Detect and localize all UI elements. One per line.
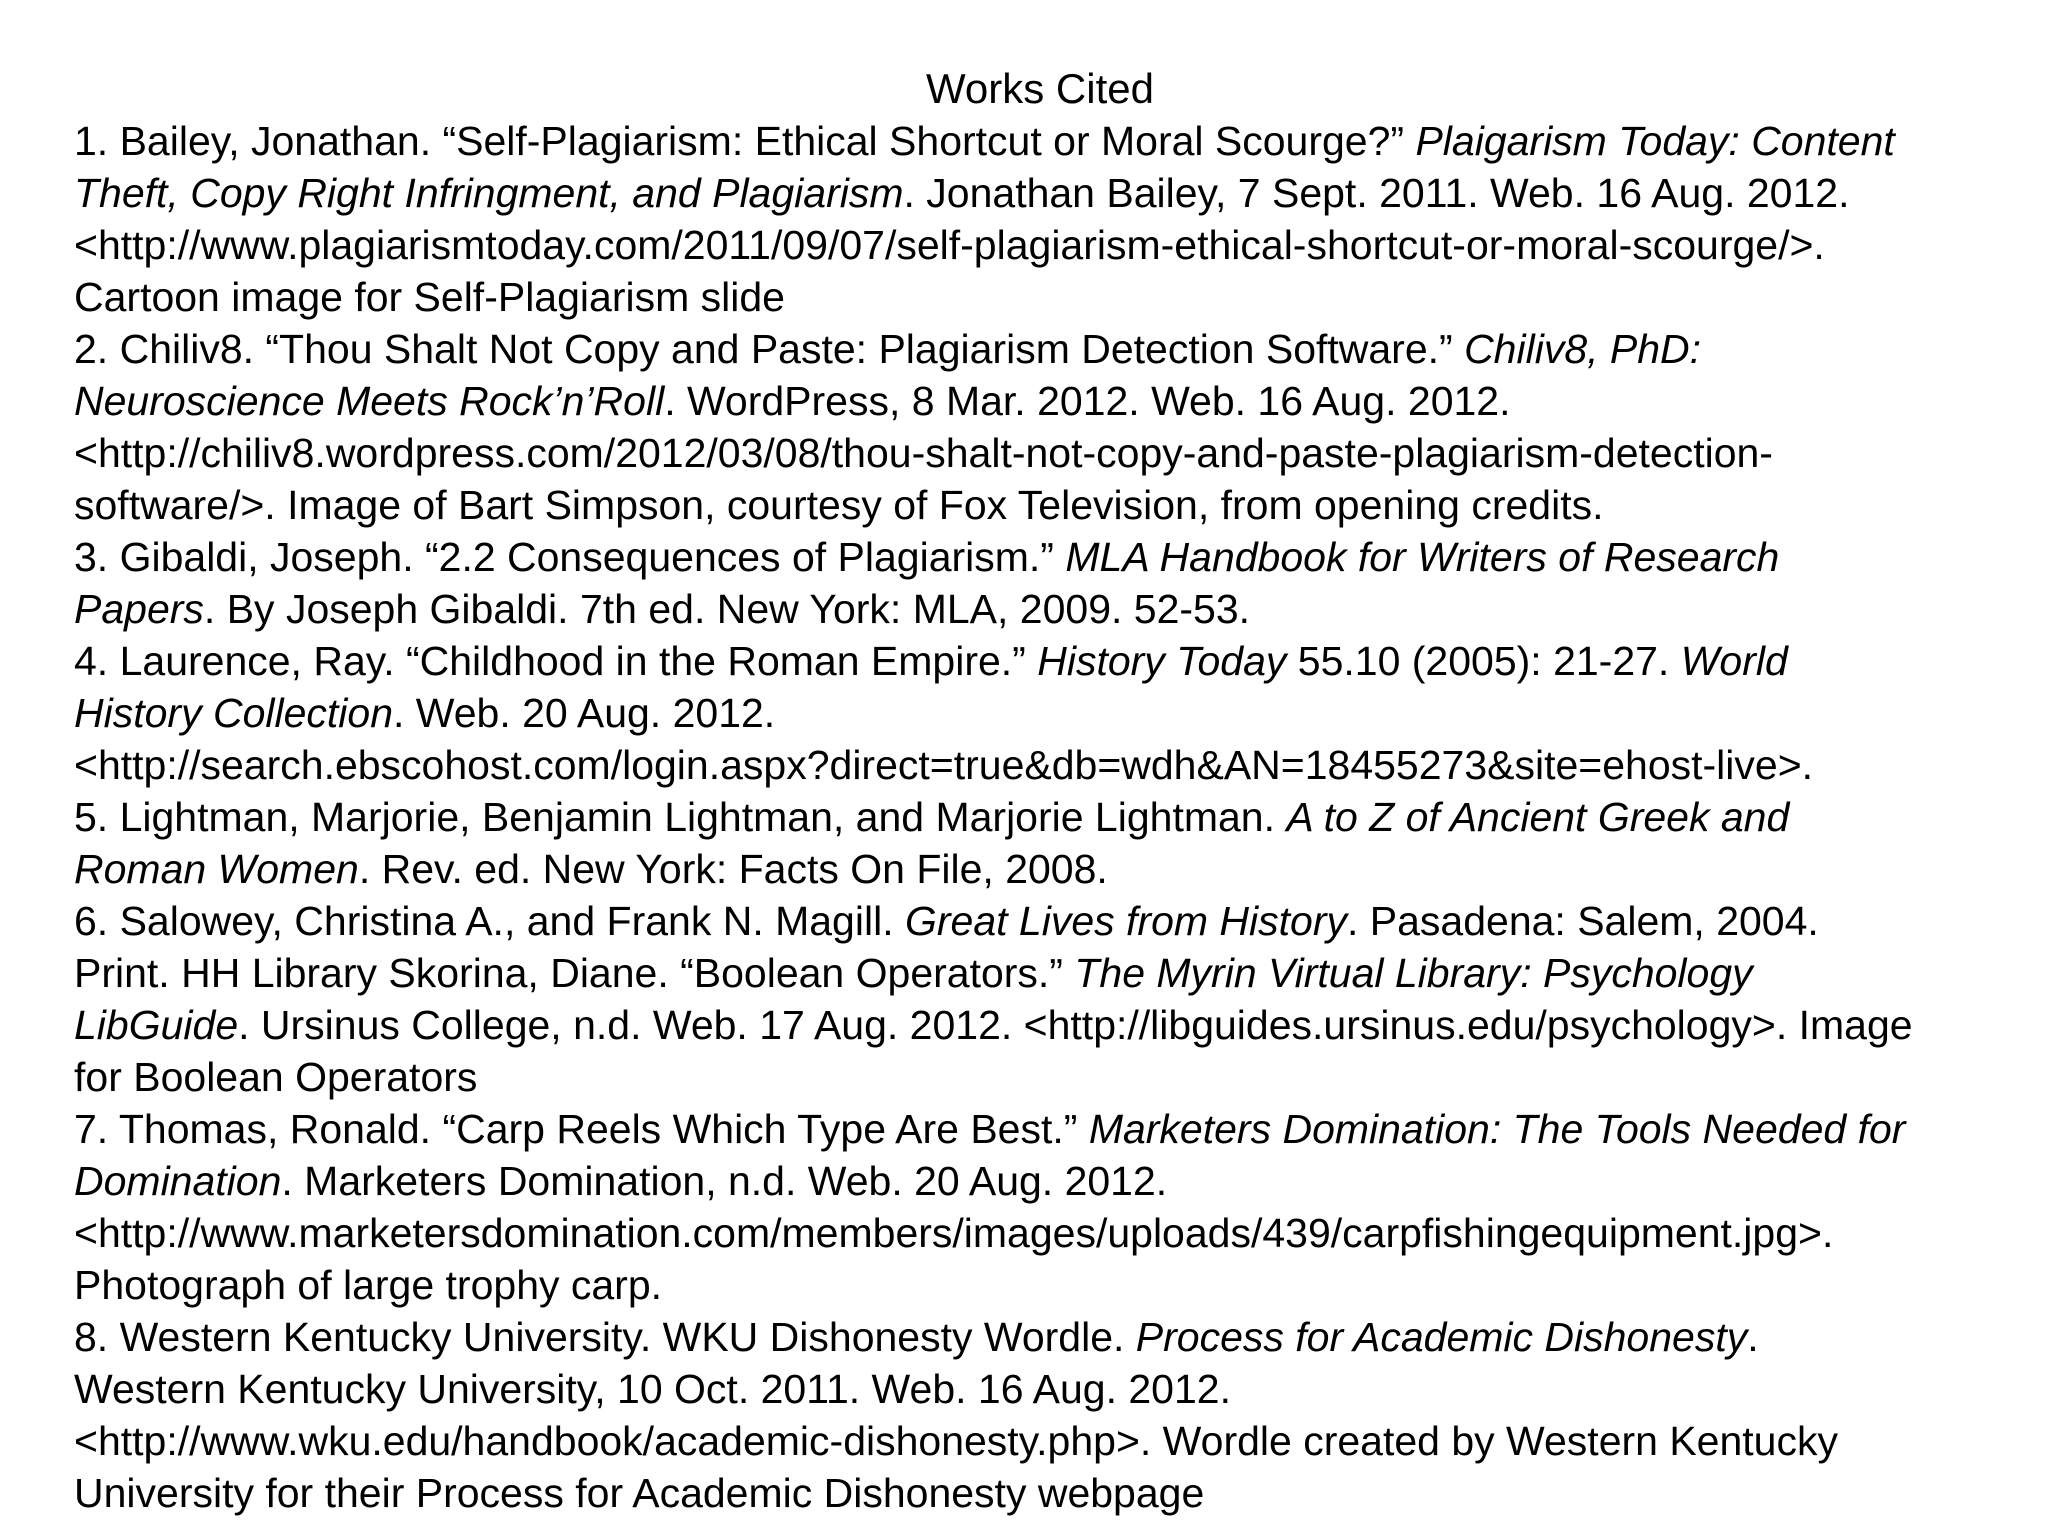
citation-line [74, 323, 2034, 375]
citation-line [74, 479, 2034, 531]
citation-line [74, 1051, 2034, 1103]
citation-text-segment: 3. Gibaldi, Joseph. “2.2 Consequences of Plagiarism.” [74, 534, 1066, 580]
citation-text-segment: <http://www.wku.edu/handbook/academic-dishonesty.php>. Wordle created by Western Kentucky [74, 1418, 1838, 1464]
citation-entry [74, 791, 2034, 895]
citation-line [74, 739, 2034, 791]
citation-entry [74, 115, 2034, 323]
citation-text-segment: <http://search.ebscohost.com/login.aspx?direct=true&db=wdh&AN=18455273&site=ehost-live>. [74, 742, 1814, 788]
citation-line [74, 791, 2034, 843]
citation-italic-segment: Theft, Copy Right Infringment, and Plagiarism [74, 170, 904, 216]
citation-text-segment: 55.10 (2005): 21-27. [1286, 638, 1681, 684]
citation-text-segment: software/>. Image of Bart Simpson, courtesy of Fox Television, from opening credits. [74, 482, 1604, 528]
citation-line [74, 167, 2034, 219]
citation-italic-segment: Neuroscience Meets Rock’n’Roll [74, 378, 665, 424]
citation-text-segment: . WordPress, 8 Mar. 2012. Web. 16 Aug. 2012. [664, 378, 1511, 424]
citation-italic-segment: Domination [74, 1158, 282, 1204]
citation-text-segment: for Boolean Operators [74, 1054, 478, 1100]
citation-entry [74, 323, 2034, 531]
citation-text-segment: . Web. 20 Aug. 2012. [393, 690, 776, 736]
citation-line [74, 1155, 2034, 1207]
citation-text-segment: . Jonathan Bailey, 7 Sept. 2011. Web. 16 Aug. 2012. [903, 170, 1850, 216]
citation-line [74, 635, 2034, 687]
citation-text-segment: . By Joseph Gibaldi. 7th ed. New York: MLA, 2009. 52-53. [203, 586, 1251, 632]
citation-italic-segment: Roman Women [74, 846, 359, 892]
citation-italic-segment: Marketers Domination: The Tools Needed for [1088, 1106, 1906, 1152]
citation-text-segment: 2. Chiliv8. “Thou Shalt Not Copy and Paste: Plagiarism Detection Software.” [74, 326, 1465, 372]
citation-italic-segment: Process for Academic Dishonesty [1135, 1314, 1748, 1360]
citation-text-segment: <http://chiliv8.wordpress.com/2012/03/08/thou-shalt-not-copy-and-paste-plagiarism-detection- [74, 430, 1773, 476]
citation-line [74, 219, 2034, 271]
citation-line [74, 1311, 2034, 1363]
citation-line [74, 1415, 2034, 1467]
citation-italic-segment: MLA Handbook for Writers of Research [1065, 534, 1780, 580]
citation-entry [74, 635, 2034, 791]
citation-line [74, 583, 2034, 635]
citation-text-segment: 4. Laurence, Ray. “Childhood in the Roman Empire.” [74, 638, 1038, 684]
citation-italic-segment: LibGuide [74, 1002, 239, 1048]
page-title: Works Cited [926, 65, 1154, 112]
citation-text-segment: 8. Western Kentucky University. WKU Dishonesty Wordle. [74, 1314, 1136, 1360]
citation-italic-segment: Papers [74, 586, 204, 632]
citation-text-segment: 6. Salowey, Christina A., and Frank N. Magill. [74, 898, 905, 944]
citation-text-segment: 5. Lightman, Marjorie, Benjamin Lightman, and Marjorie Lightman. [74, 794, 1287, 840]
citation-line [74, 687, 2034, 739]
citation-text-segment: 1. Bailey, Jonathan. “Self-Plagiarism: Ethical Shortcut or Moral Scourge?” [74, 118, 1416, 164]
citation-text-segment: . Marketers Domination, n.d. Web. 20 Aug. 2012. [281, 1158, 1168, 1204]
citation-text-segment: . Ursinus College, n.d. Web. 17 Aug. 2012. <http://libguides.ursinus.edu/psychology>. Image [238, 1002, 1913, 1048]
citation-italic-segment: Plaigarism Today: Content [1415, 118, 1895, 164]
citation-line [74, 271, 2034, 323]
citation-line [74, 375, 2034, 427]
citation-line [74, 947, 2034, 999]
citation-text-segment: . Pasadena: Salem, 2004. [1346, 898, 1819, 944]
citation-entry [74, 1311, 2034, 1519]
citation-text-segment: <http://www.plagiarismtoday.com/2011/09/07/self-plagiarism-ethical-shortcut-or-moral-scourge/>. [74, 222, 1825, 268]
citation-line [74, 427, 2034, 479]
citation-text-segment: Cartoon image for Self-Plagiarism slide [74, 274, 785, 320]
citation-text-segment: . Rev. ed. New York: Facts On File, 2008. [358, 846, 1108, 892]
citation-entry [74, 1103, 2034, 1311]
citation-line [74, 1103, 2034, 1155]
citation-italic-segment: Chiliv8, PhD: [1464, 326, 1702, 372]
citation-text-segment: Western Kentucky University, 10 Oct. 2011. Web. 16 Aug. 2012. [74, 1366, 1231, 1412]
citation-line [74, 1259, 2034, 1311]
citation-italic-segment: A to Z of Ancient Greek and [1286, 794, 1790, 840]
citation-entry [74, 531, 2034, 635]
citation-text-segment: University for their Process for Academic Dishonesty webpage [74, 1470, 1205, 1516]
citation-entry [74, 895, 2034, 1103]
citation-italic-segment: History Today [1037, 638, 1287, 684]
citation-line [74, 843, 2034, 895]
citation-list [74, 115, 2034, 1519]
citation-line [74, 1467, 2034, 1519]
citation-italic-segment: World [1680, 638, 1788, 684]
citation-line [74, 115, 2034, 167]
citation-text-segment: . [1747, 1314, 1759, 1360]
citation-text-segment: Print. HH Library Skorina, Diane. “Boolean Operators.” [74, 950, 1075, 996]
citation-text-segment: 7. Thomas, Ronald. “Carp Reels Which Type Are Best.” [74, 1106, 1089, 1152]
citation-line [74, 1363, 2034, 1415]
citation-line [74, 1207, 2034, 1259]
citation-italic-segment: History Collection [74, 690, 393, 736]
citation-line [74, 531, 2034, 583]
citation-italic-segment: The Myrin Virtual Library: Psychology [1074, 950, 1753, 996]
citation-text-segment: Photograph of large trophy carp. [74, 1262, 663, 1308]
citation-line [74, 999, 2034, 1051]
citation-line [74, 895, 2034, 947]
citation-italic-segment: Great Lives from History [904, 898, 1347, 944]
citation-text-segment: <http://www.marketersdomination.com/members/images/uploads/439/carpfishingequipment.jpg>. [74, 1210, 1834, 1256]
